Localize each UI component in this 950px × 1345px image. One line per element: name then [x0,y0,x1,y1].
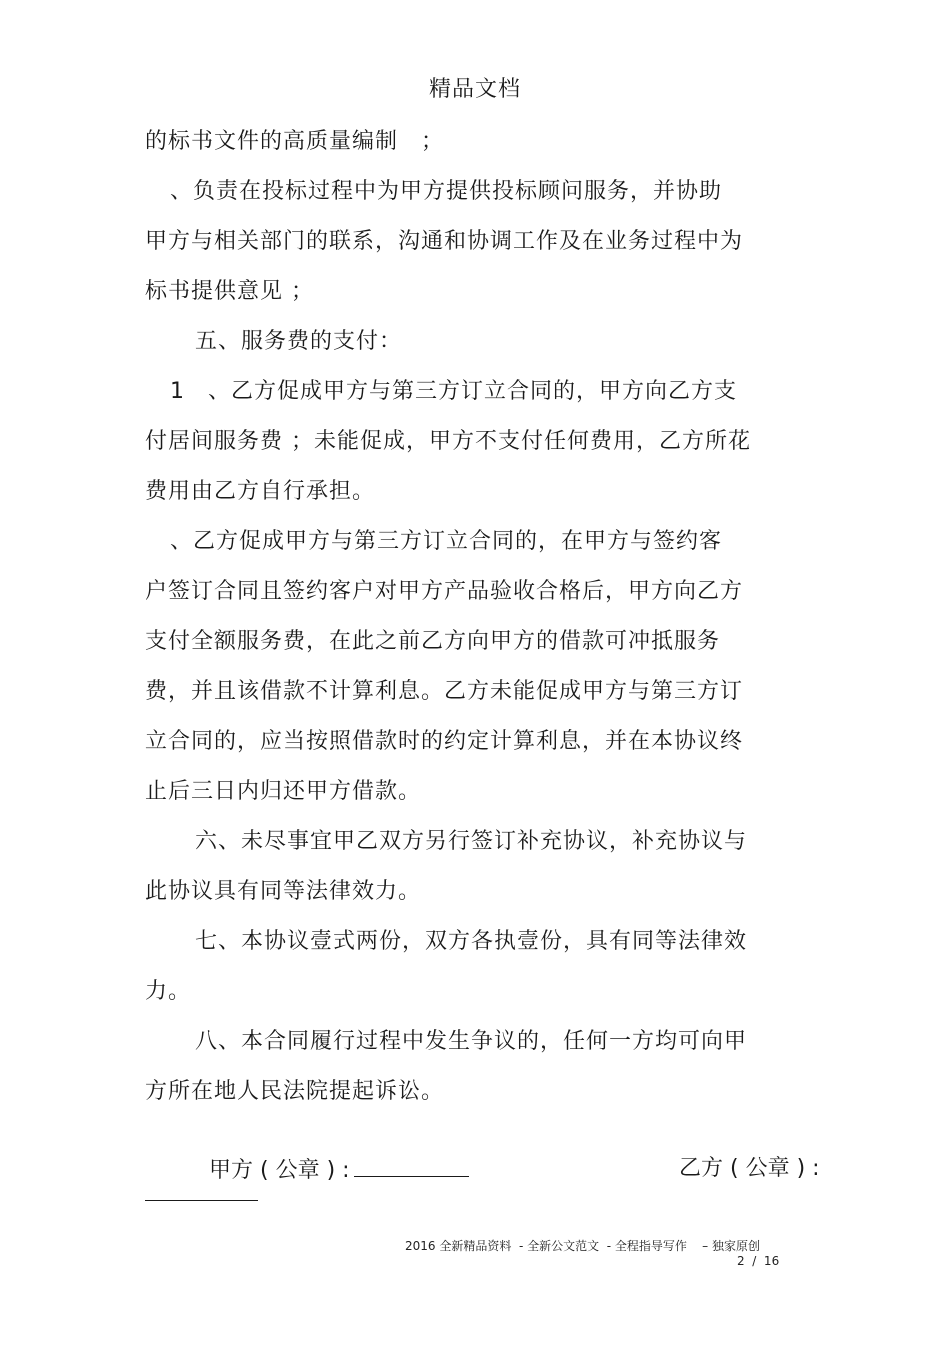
text-line: 、负责在投标过程中为甲方提供投标顾问服务，并协助 [170,179,723,204]
party-b-signature [665,1124,820,1184]
text-line: 止后三日内归还甲方借款。 [145,779,422,804]
party-a-blank [354,1154,469,1177]
text-line: 六、未尽事宜甲乙双方另行签订补充协议，补充协议与 [195,829,748,854]
text-line: 七、本协议壹式两份，双方各执壹份，具有同等法律效 [195,929,748,954]
text-line: 标书提供意见 ； [145,279,314,304]
footer-text: 2016 全新精品资料 - 全新公文范文 - 全程指导写作 – 独家原创 [405,1239,760,1253]
text-line: 的标书文件的高质量编制 ； [145,129,445,154]
party-a-signature [195,1124,469,1186]
text-line: 力。 [145,979,192,1004]
party-b-label: 乙方 ( 公章 ) : [679,1156,820,1181]
text-line: 费，并且该借款不计算利息。乙方未能促成甲方与第三方订 [145,679,744,704]
text-line: 户签订合同且签约客户对甲方产品验收合格后，甲方向乙方 [145,579,744,604]
party-b-blank [145,1198,258,1201]
text-line: 方所在地人民法院提起诉讼。 [145,1079,445,1104]
party-a-label: 甲方 ( 公章 ) : [209,1158,350,1183]
text-line: 费用由乙方自行承担。 [145,479,376,504]
text-line: 、乙方促成甲方与第三方订立合同的，在甲方与签约客 [170,529,723,554]
page-number: 2 / 16 [737,1254,780,1268]
page-header: 精品文档 [428,77,521,102]
section-heading: 五、服务费的支付： [195,329,403,354]
text-line: 八、本合同履行过程中发生争议的，任何一方均可向甲 [195,1029,748,1054]
text-line: 1 、乙方促成甲方与第三方订立合同的，甲方向乙方支 [170,379,737,404]
text-line: 此协议具有同等法律效力。 [145,879,422,904]
text-line: 立合同的，应当按照借款时的约定计算利息，并在本协议终 [145,729,744,754]
text-line: 付居间服务费 ；未能促成，甲方不支付任何费用，乙方所花 [145,429,751,454]
text-line: 支付全额服务费，在此之前乙方向甲方的借款可冲抵服务 [145,629,721,654]
text-line: 甲方与相关部门的联系，沟通和协调工作及在业务过程中为 [145,229,744,254]
